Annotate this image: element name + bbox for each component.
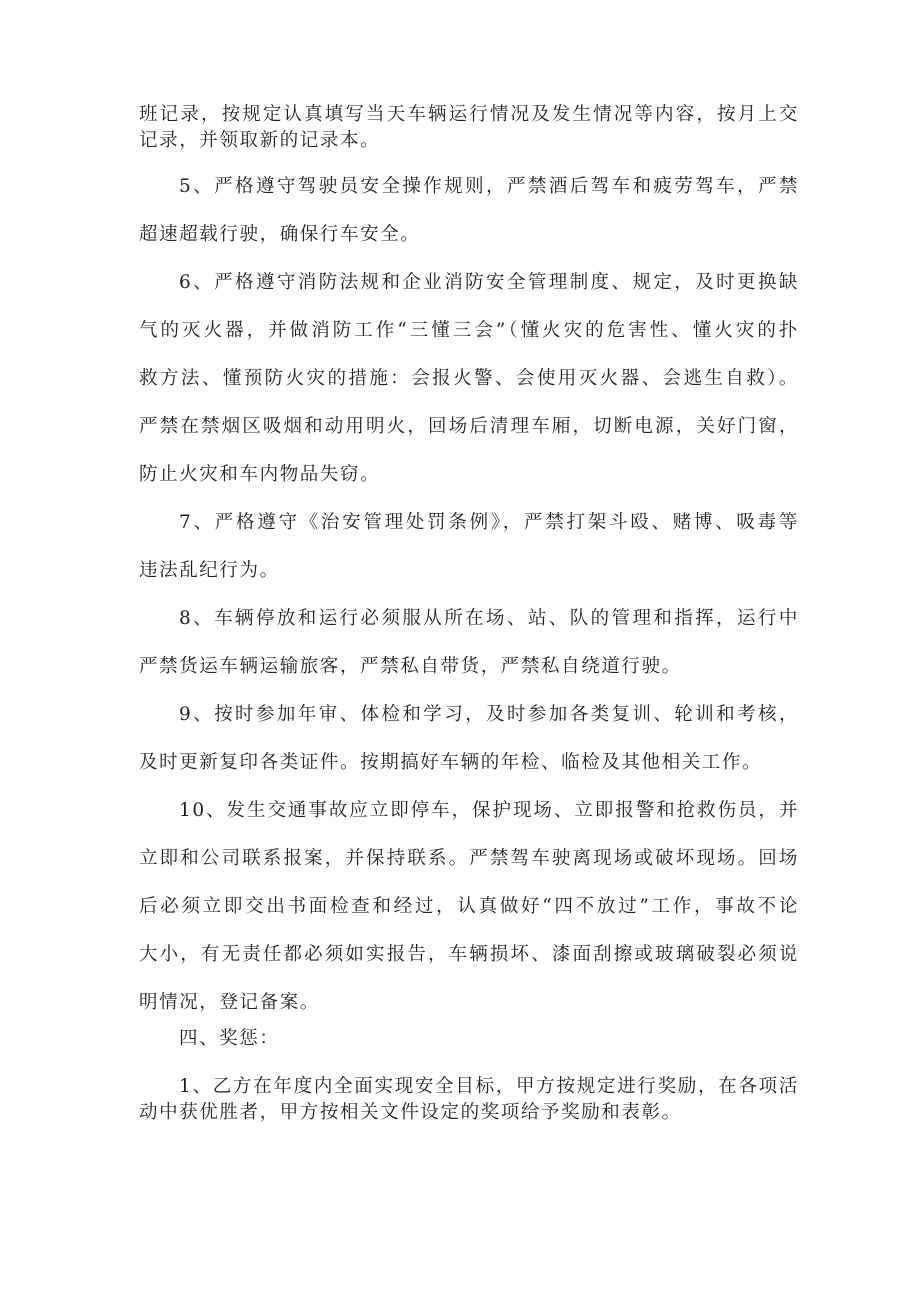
text-line: 班记录，按规定认真填写当天车辆运行情况及发生情况等内容，按月上交 <box>139 104 799 125</box>
text-line: 后必须立即交出书面检查和经过，认真做好“四不放过”工作，事故不论 <box>139 896 799 917</box>
text-line: 立即和公司联系报案，并保持联系。严禁驾车驶离现场或破坏现场。回场 <box>139 848 799 869</box>
text-line: 严禁货运车辆运输旅客，严禁私自带货，严禁私自绕道行驶。 <box>139 656 682 677</box>
text-line: 违法乱纪行为。 <box>139 560 280 581</box>
section-heading: 四、奖惩： <box>179 1028 280 1049</box>
text-line: 明情况，登记备案。 <box>139 992 320 1013</box>
text-line: 严禁在禁烟区吸烟和动用明火，回场后清理车厢，切断电源，关好门窗， <box>139 416 799 437</box>
text-line: 7、严格遵守《治安管理处罚条例》，严禁打架斗殴、赌博、吸毒等 <box>179 512 799 533</box>
text-line: 6、严格遵守消防法规和企业消防安全管理制度、规定，及时更换缺 <box>179 272 799 293</box>
text-line: 大小，有无责任都必须如实报告，车辆损坏、漆面刮擦或玻璃破裂必须说 <box>139 944 799 965</box>
text-line: 9、按时参加年审、体检和学习，及时参加各类复训、轮训和考核， <box>179 704 799 725</box>
text-line: 动中获优胜者，甲方按相关文件设定的奖项给予奖励和表彰。 <box>139 1102 682 1123</box>
text-line: 8、车辆停放和运行必须服从所在场、站、队的管理和指挥，运行中 <box>179 608 799 629</box>
text-line: 超速超载行驶，确保行车安全。 <box>139 224 421 245</box>
text-line: 气的灭火器，并做消防工作“三懂三会”（懂火灾的危害性、懂火灾的扑 <box>139 320 799 341</box>
text-line: 救方法、懂预防火灾的措施：会报火警、会使用灭火器、会逃生自救）。 <box>139 368 799 389</box>
text-line: 5、严格遵守驾驶员安全操作规则，严禁酒后驾车和疲劳驾车，严禁 <box>179 176 799 197</box>
text-line: 防止火灾和车内物品失窃。 <box>139 464 381 485</box>
text-line: 1、乙方在年度内全面实现安全目标，甲方按规定进行奖励，在各项活 <box>179 1076 799 1097</box>
text-line: 10、发生交通事故应立即停车，保护现场、立即报警和抢救伤员，并 <box>179 800 799 821</box>
text-line: 及时更新复印各类证件。按期搞好车辆的年检、临检及其他相关工作。 <box>139 752 763 773</box>
text-line: 记录，并领取新的记录本。 <box>139 130 381 151</box>
